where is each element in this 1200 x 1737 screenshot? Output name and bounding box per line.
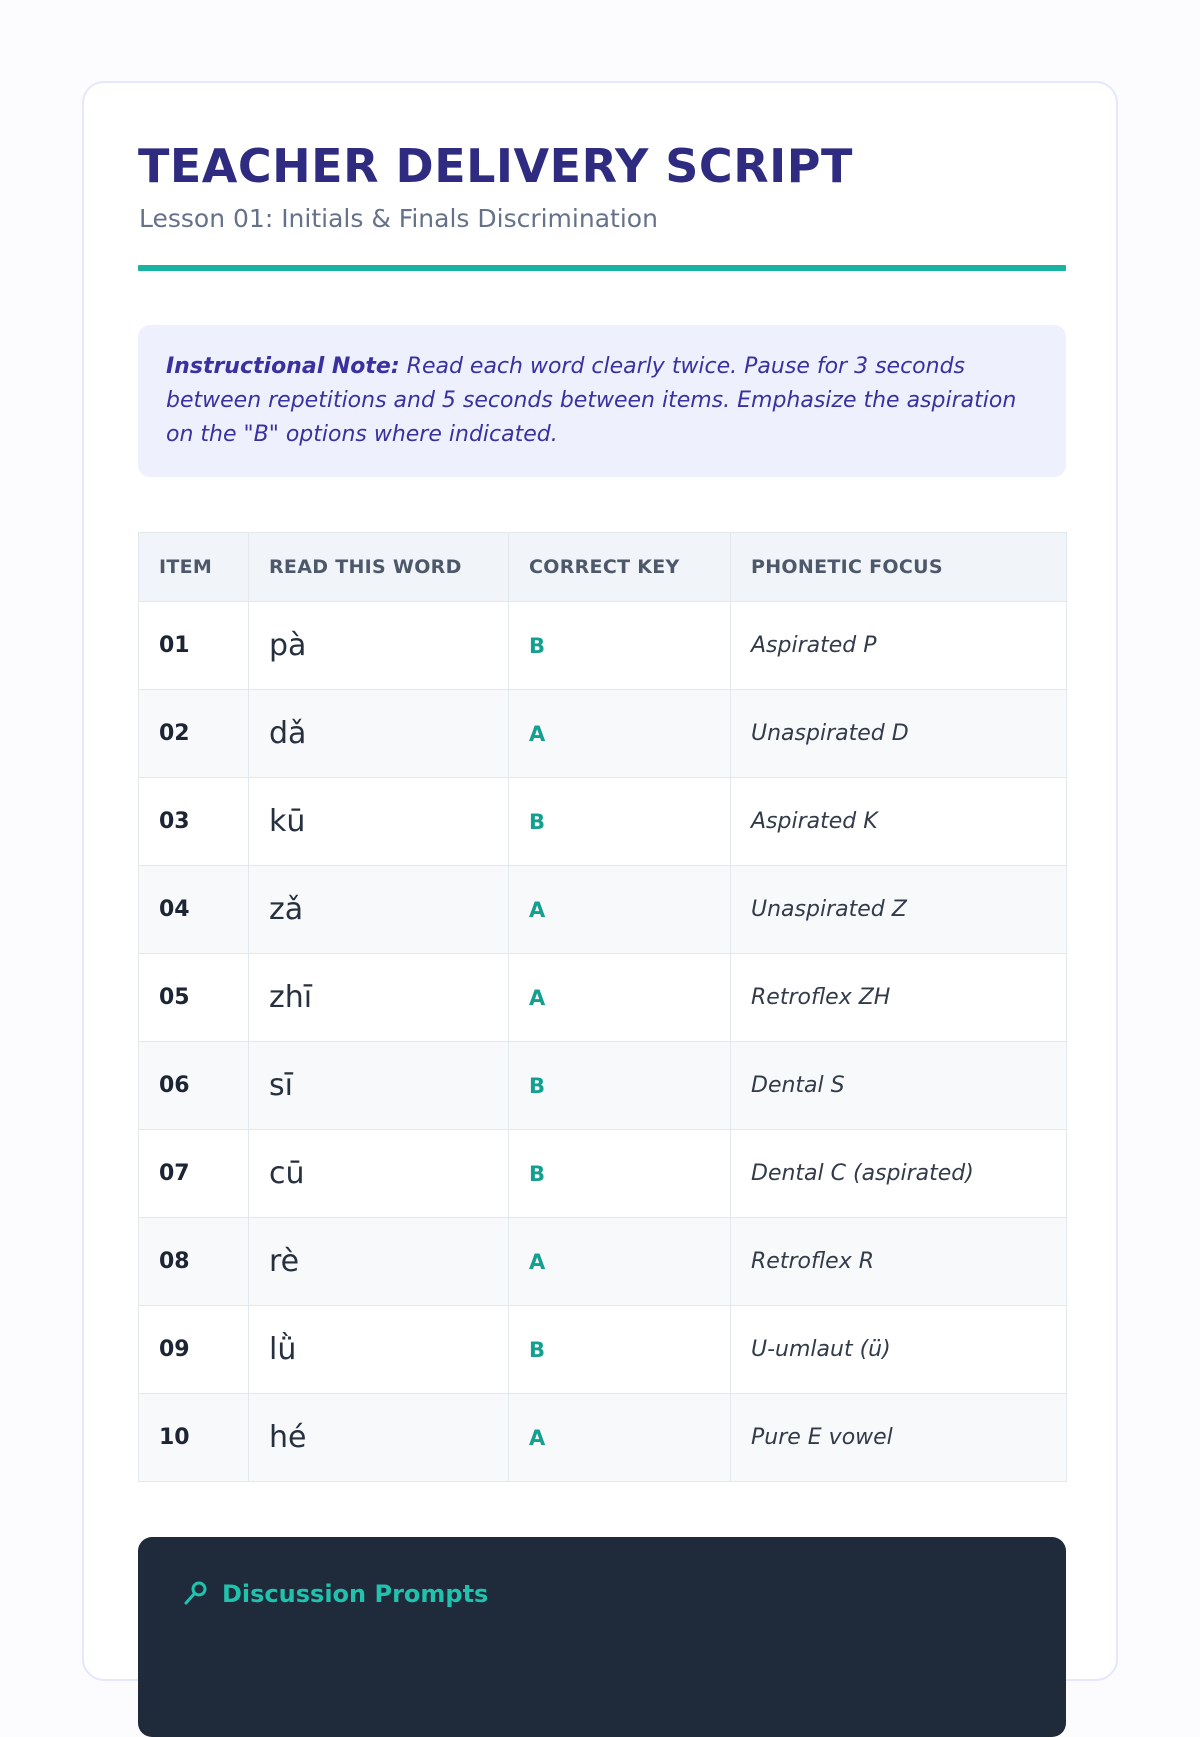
script-card [82,81,1118,1681]
table-row [139,866,1067,954]
phonetic-focus: Pure E vowel [731,1394,1067,1482]
correct-key: B [509,1042,731,1130]
correct-key: B [509,1130,731,1218]
item-number: 04 [139,866,249,954]
item-number: 08 [139,1218,249,1306]
phonetic-focus: Dental S [731,1042,1067,1130]
correct-key: A [509,690,731,778]
correct-key: A [509,866,731,954]
phonetic-focus: Aspirated P [731,602,1067,690]
lesson-subtitle: Lesson 01: Initials & Finals Discrimination [139,204,658,233]
correct-key: A [509,954,731,1042]
table-row [139,1042,1067,1130]
item-number: 05 [139,954,249,1042]
read-word: hé [249,1394,509,1482]
correct-key: B [509,778,731,866]
table-row [139,1218,1067,1306]
delivery-table [138,532,1067,1482]
read-word: sī [249,1042,509,1130]
item-number: 03 [139,778,249,866]
table-row [139,1130,1067,1218]
accent-divider [138,265,1066,271]
item-number: 01 [139,602,249,690]
table-header-row [139,533,1067,602]
phonetic-focus: Unaspirated Z [731,866,1067,954]
table-row [139,602,1067,690]
discussion-panel [138,1537,1066,1737]
microphone-icon [182,1579,210,1607]
read-word: kū [249,778,509,866]
phonetic-focus: U-umlaut (ü) [731,1306,1067,1394]
note-text: Read each word clearly twice. Pause for 3 seconds between repetitions and 5 seconds between items. Emphasize the aspiration on the "B" options where indicated. [166,354,1017,447]
correct-key: A [509,1394,731,1482]
table-row [139,954,1067,1042]
read-word: pà [249,602,509,690]
table-row [139,1394,1067,1482]
table-row [139,690,1067,778]
table-row [139,778,1067,866]
read-word: zhī [249,954,509,1042]
phonetic-focus: Dental C (aspirated) [731,1130,1067,1218]
note-label: Instructional Note: [166,354,400,379]
read-word: rè [249,1218,509,1306]
item-number: 10 [139,1394,249,1482]
correct-key: B [509,602,731,690]
phonetic-focus: Unaspirated D [731,690,1067,778]
phonetic-focus: Aspirated K [731,778,1067,866]
header-focus: PHONETIC FOCUS [731,533,1067,602]
phonetic-focus: Retroflex R [731,1218,1067,1306]
page-title: TEACHER DELIVERY SCRIPT [138,139,853,193]
item-number: 09 [139,1306,249,1394]
header-word: READ THIS WORD [249,533,509,602]
correct-key: B [509,1306,731,1394]
table-row [139,1306,1067,1394]
read-word: zǎ [249,866,509,954]
correct-key: A [509,1218,731,1306]
header-key: CORRECT KEY [509,533,731,602]
phonetic-focus: Retroflex ZH [731,954,1067,1042]
discussion-title: Discussion Prompts [222,1580,489,1608]
read-word: cū [249,1130,509,1218]
instructional-note [138,325,1066,477]
item-number: 06 [139,1042,249,1130]
item-number: 02 [139,690,249,778]
item-number: 07 [139,1130,249,1218]
read-word: dǎ [249,690,509,778]
header-item: ITEM [139,533,249,602]
read-word: lǜ [249,1306,509,1394]
